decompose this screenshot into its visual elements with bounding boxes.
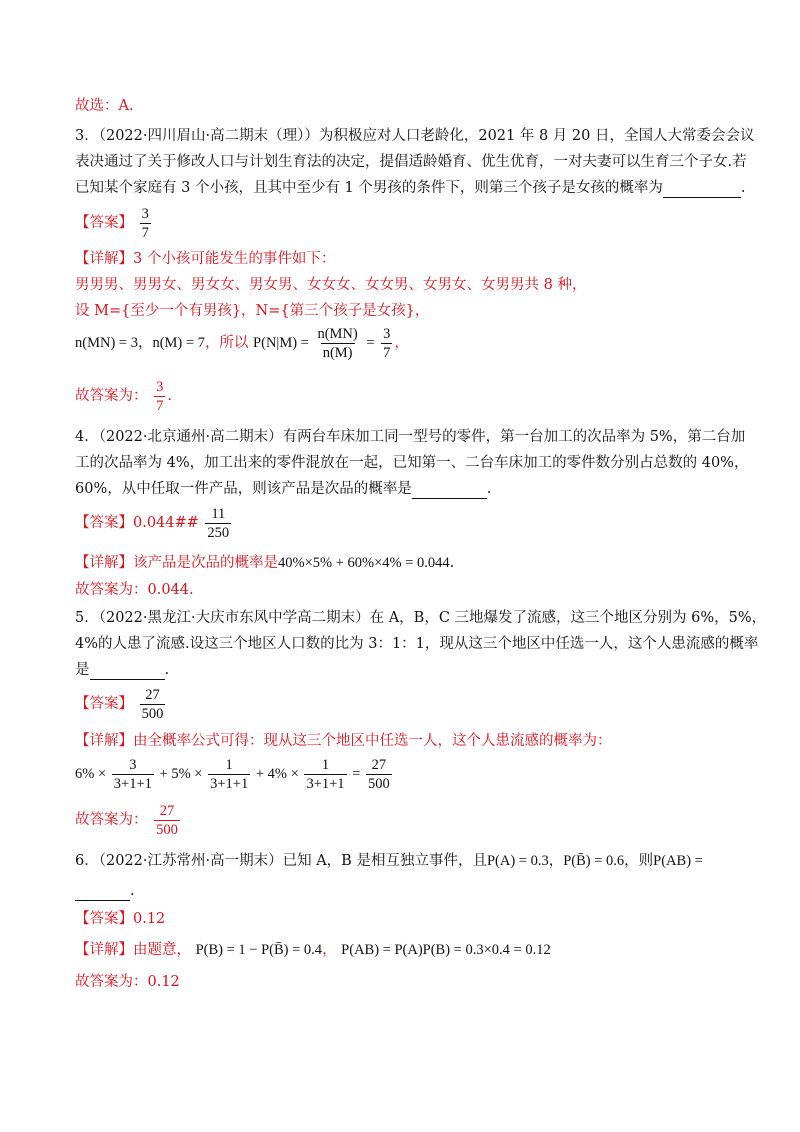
q5-answer xyxy=(75,684,740,724)
q5-conclusion-fraction xyxy=(154,802,180,839)
answer-tag: 【答案】 xyxy=(75,215,133,231)
denominator: 3+1+1 xyxy=(113,776,152,793)
q4-answer-fraction xyxy=(205,505,231,542)
result-fraction xyxy=(366,756,392,793)
q3-fraction-2 xyxy=(381,325,392,362)
q3-answer xyxy=(75,203,740,243)
q5-stem-line-2: 4%的人患了流感.设这三个地区人口数的比为 3：1：1，现从这三个地区中任选一人，这个人患流感的概率 xyxy=(75,636,759,652)
q4-answer xyxy=(75,503,740,543)
q3-so-text: ，所以 xyxy=(204,335,249,351)
q6-detail: 【详解】由题意， P(B) = 1 − P(B̄) = 0.4， P(AB) = P(A)P(B) = 0.3×0.4 = 0.12 xyxy=(75,942,551,958)
q5-formula: 6% × $\frac{3}{3+1+1}$ + 5% × $\frac{1}{3+1+1}$ + 4% × $\frac{1}{3+1+1}$ = $\frac{27}{500}$ xyxy=(75,757,390,793)
term-2-fraction xyxy=(208,756,250,793)
q6-conclusion: 故答案为：0.12 xyxy=(75,974,180,990)
denominator: 500 xyxy=(367,776,390,793)
q3-formula-line: n(MN) = 3，n(M) = 7，所以 P(N|M) = $\frac{n(MN)}{n(M)}$ = $\frac{3}{7}$ ， xyxy=(75,325,409,361)
numerator: 1 xyxy=(321,757,330,774)
q4-stem-line-3: 60%，从中任取一件产品，则该产品是次品的概率是 . xyxy=(75,481,492,497)
q3-stem-line-3: 已知某个家庭有 3 个小孩，且其中至少有 1 个男孩的条件下，则第三个孩子是女孩的概率为 . xyxy=(75,180,746,196)
q5-stem-text: 是 xyxy=(75,662,90,678)
numerator: n(MN) xyxy=(317,325,358,342)
previous-answer-choice: 故选：A. xyxy=(75,98,134,114)
q5-conclusion xyxy=(75,798,740,842)
numerator: 27 xyxy=(159,802,175,819)
term-3-fraction xyxy=(304,756,346,793)
denominator: 7 xyxy=(141,224,149,241)
detail-text: 由全概率公式可得：现从这三个地区中任选一人，这个人患流感的概率为： xyxy=(133,733,612,749)
q5-answer-fraction xyxy=(140,686,166,723)
answer-blank xyxy=(75,884,130,901)
q3-stem-text: 已知某个家庭有 3 个小孩，且其中至少有 1 个男孩的条件下，则第三个孩子是女孩的概率为 xyxy=(75,180,663,196)
q6-pa: P(A) = 0.3 xyxy=(486,853,549,869)
q6-stem-line-2 xyxy=(75,881,740,901)
numerator: 3 xyxy=(141,205,149,222)
q3-stem-line-1: 3．（2022·四川眉山·高二期末（理））为积极应对人口老龄化，2021 年 8 月 20 日，全国人大常委会会议 xyxy=(75,128,755,144)
denominator: 7 xyxy=(156,397,164,414)
denominator: 500 xyxy=(156,821,178,838)
numerator: 11 xyxy=(211,505,226,522)
denominator: 250 xyxy=(207,524,230,541)
q6-answer xyxy=(75,909,740,929)
q3-events: 男男男、男男女、男女女、男女男、女女女、女女男、女男女、女男男共 8 种， xyxy=(75,277,587,293)
q3-formula-lhs: P(N|M) = xyxy=(253,335,309,351)
denominator: 3+1+1 xyxy=(306,776,345,793)
q3-conclusion: 故答案为： $\frac{3}{7}$ . xyxy=(75,378,172,414)
denominator: 7 xyxy=(383,344,391,361)
q6-period: . xyxy=(130,883,135,899)
term-3-percent: 4% xyxy=(267,766,287,782)
q4-detail-formula: 40%×5% + 60%×4% = 0.044 xyxy=(278,555,450,571)
conclusion-label: 故答案为： xyxy=(75,388,148,404)
detail-text: 3 个小孩可能发生的事件如下： xyxy=(133,251,336,267)
q4-detail: 【详解】该产品是次品的概率是40%×5% + 60%×4% = 0.044. xyxy=(75,555,455,571)
detail-tag: 【详解】 xyxy=(75,555,133,571)
q6-detail-formula-1: P(B) = 1 − P(B̄) = 0.4 xyxy=(195,942,323,958)
detail-tag: 【详解】 xyxy=(75,251,133,267)
denominator: 3+1+1 xyxy=(210,776,249,793)
q3-set-definition: 设 M={至少一个有男孩}，N={第三个孩子是女孩}， xyxy=(75,303,430,319)
detail-tag: 【详解】 xyxy=(75,942,133,958)
answer-blank xyxy=(412,482,487,499)
q5-detail xyxy=(75,731,740,751)
q3-counts: n(MN) = 3，n(M) = 7 xyxy=(75,335,205,351)
q6-then: ，则 xyxy=(624,853,654,869)
q3-detail xyxy=(75,249,740,269)
q5-stem-line-3: 是 . xyxy=(75,662,170,678)
answer-tag: 【答案】 xyxy=(75,515,133,531)
q5-stem-line-1: 5．（2022·黑龙江·大庆市东风中学高二期末）在 A，B，C 三地爆发了流感，这三个地区分别为 6%，5%， xyxy=(75,610,767,626)
q6-pab: P(AB) = xyxy=(653,853,703,869)
numerator: 3 xyxy=(156,378,164,395)
answer-tag: 【答案】 xyxy=(75,911,133,927)
numerator: 3 xyxy=(129,757,137,774)
q4-stem-line-2: 工的次品率为 4%，加工出来的零件混放在一起，已知第一、二台车床加工的零件数分别占总数的 40%， xyxy=(75,455,749,471)
conclusion-label: 故答案为： xyxy=(75,812,148,828)
q4-stem-line-1: 4．（2022·北京通州·高二期末）有两台车床加工同一型号的零件，第一台加工的次品率为 5%，第二台加 xyxy=(75,429,746,445)
numerator: 1 xyxy=(225,757,233,774)
numerator: 27 xyxy=(145,686,160,703)
q4-conclusion: 故答案为：0.044. xyxy=(75,582,194,598)
q6-stem-text: 6．（2022·江苏常州·高一期末）已知 A，B 是相互独立事件，且 xyxy=(75,853,487,869)
q6-stem-line-1: 6．（2022·江苏常州·高一期末）已知 A，B 是相互独立事件，且P(A) = 0.3，P(B̄) = 0.6，则P(AB) = xyxy=(75,853,703,869)
answer-text: 0.12 xyxy=(133,911,166,927)
answer-blank xyxy=(663,181,741,198)
numerator: 27 xyxy=(371,757,387,774)
q3-answer-fraction xyxy=(140,205,151,242)
detail-text: 由题意， xyxy=(133,942,191,958)
q6-pb: P(B̄) = 0.6 xyxy=(563,853,625,869)
detail-text: 该产品是次品的概率是 xyxy=(133,555,278,571)
q4-stem-text: 60%，从中任取一件产品，则该产品是次品的概率是 xyxy=(75,481,412,497)
detail-tag: 【详解】 xyxy=(75,733,133,749)
q3-fraction-1 xyxy=(315,325,359,362)
answer-tag: 【答案】 xyxy=(75,696,133,712)
term-2-percent: 5% xyxy=(171,766,191,782)
denominator: n(M) xyxy=(322,344,353,361)
q3-stem-line-2: 表决通过了关于修改人口与计划生育法的决定，提倡适龄婚育、优生优育，一对夫妻可以生育三个子女.若 xyxy=(75,154,747,170)
numerator: 3 xyxy=(383,325,391,342)
q6-detail-formula-2: P(AB) = P(A)P(B) = 0.3×0.4 = 0.12 xyxy=(341,942,551,958)
answer-blank xyxy=(90,663,165,680)
term-1-fraction xyxy=(112,756,154,793)
term-1-percent: 6% xyxy=(75,766,95,782)
q3-conclusion-fraction xyxy=(154,378,165,415)
denominator: 500 xyxy=(141,705,164,722)
answer-text: 0.044## xyxy=(133,515,199,531)
